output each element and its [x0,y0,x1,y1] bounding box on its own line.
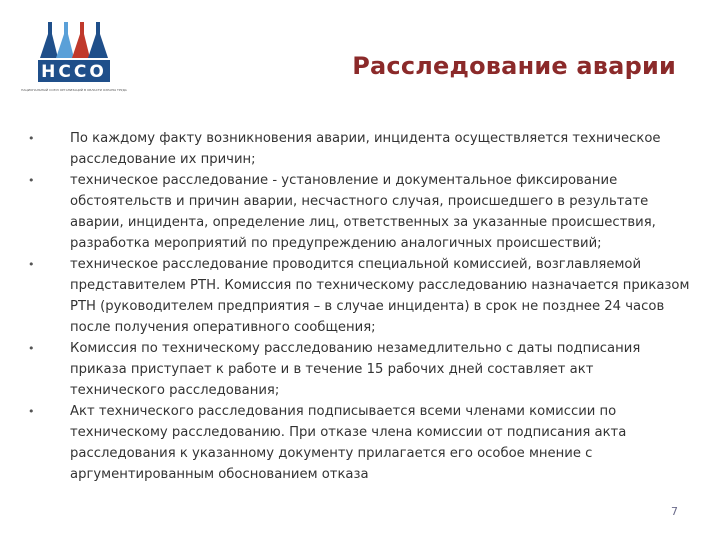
list-item [28,338,692,401]
list-item [28,128,692,170]
list-item [28,254,692,338]
logo-tagline [21,86,127,92]
nsso-logo [21,14,127,94]
bullet-text: техническое расследование проводится специальной комиссией, возглавляемой представителем РТН. Комиссия по техническому расследованию назначается приказом РТН (руководителем предприятия – в случае инцидента) в срок не позднее 24 часов после получения оперативного сообщения; [70,257,690,335]
page-number: 7 [671,505,678,518]
logo-text: НССО [41,62,107,82]
svg-text:НАЦИОНАЛЬНЫЙ СОЮЗ ОРГАНИЗАЦИЙ: НАЦИОНАЛЬНЫЙ СОЮЗ ОРГАНИЗАЦИЙ В ОБЛАСТИ ОХРАНЫ ТРУДА [21,88,127,92]
bullet-icon: • [28,405,35,418]
slide-title: Расследование аварии [352,52,676,80]
logo-graphic-icon [34,14,114,86]
list-item [28,170,692,254]
bullet-list [28,128,692,485]
bullet-text: Комиссия по техническому расследованию незамедлительно с даты подписания приказа приступает к работе и в течение 15 рабочих дней составляет акт технического расследования; [70,341,641,398]
list-item [28,401,692,485]
bullet-icon: • [28,132,35,145]
bullet-text: техническое расследование - установление и документальное фиксирование обстоятельств и причин аварии, несчастного случая, происшедшего в результате аварии, инцидента, определение лиц, ответственных за указанные происшествия, разработка мероприятий по предупреждению аналогичных происшествий; [70,173,656,251]
bullet-icon: • [28,258,35,271]
bullet-icon: • [28,342,35,355]
bullet-text: По каждому факту возникновения аварии, инцидента осуществляется техническое расследование их причин; [70,131,661,167]
bullet-text: Акт технического расследования подписывается всеми членами комиссии по техническому расследованию. При отказе члена комиссии от подписания акта расследования к указанному документу прилагается его особое мнение с аргументированным обоснованием отказа [70,404,627,482]
bullet-icon: • [28,174,35,187]
